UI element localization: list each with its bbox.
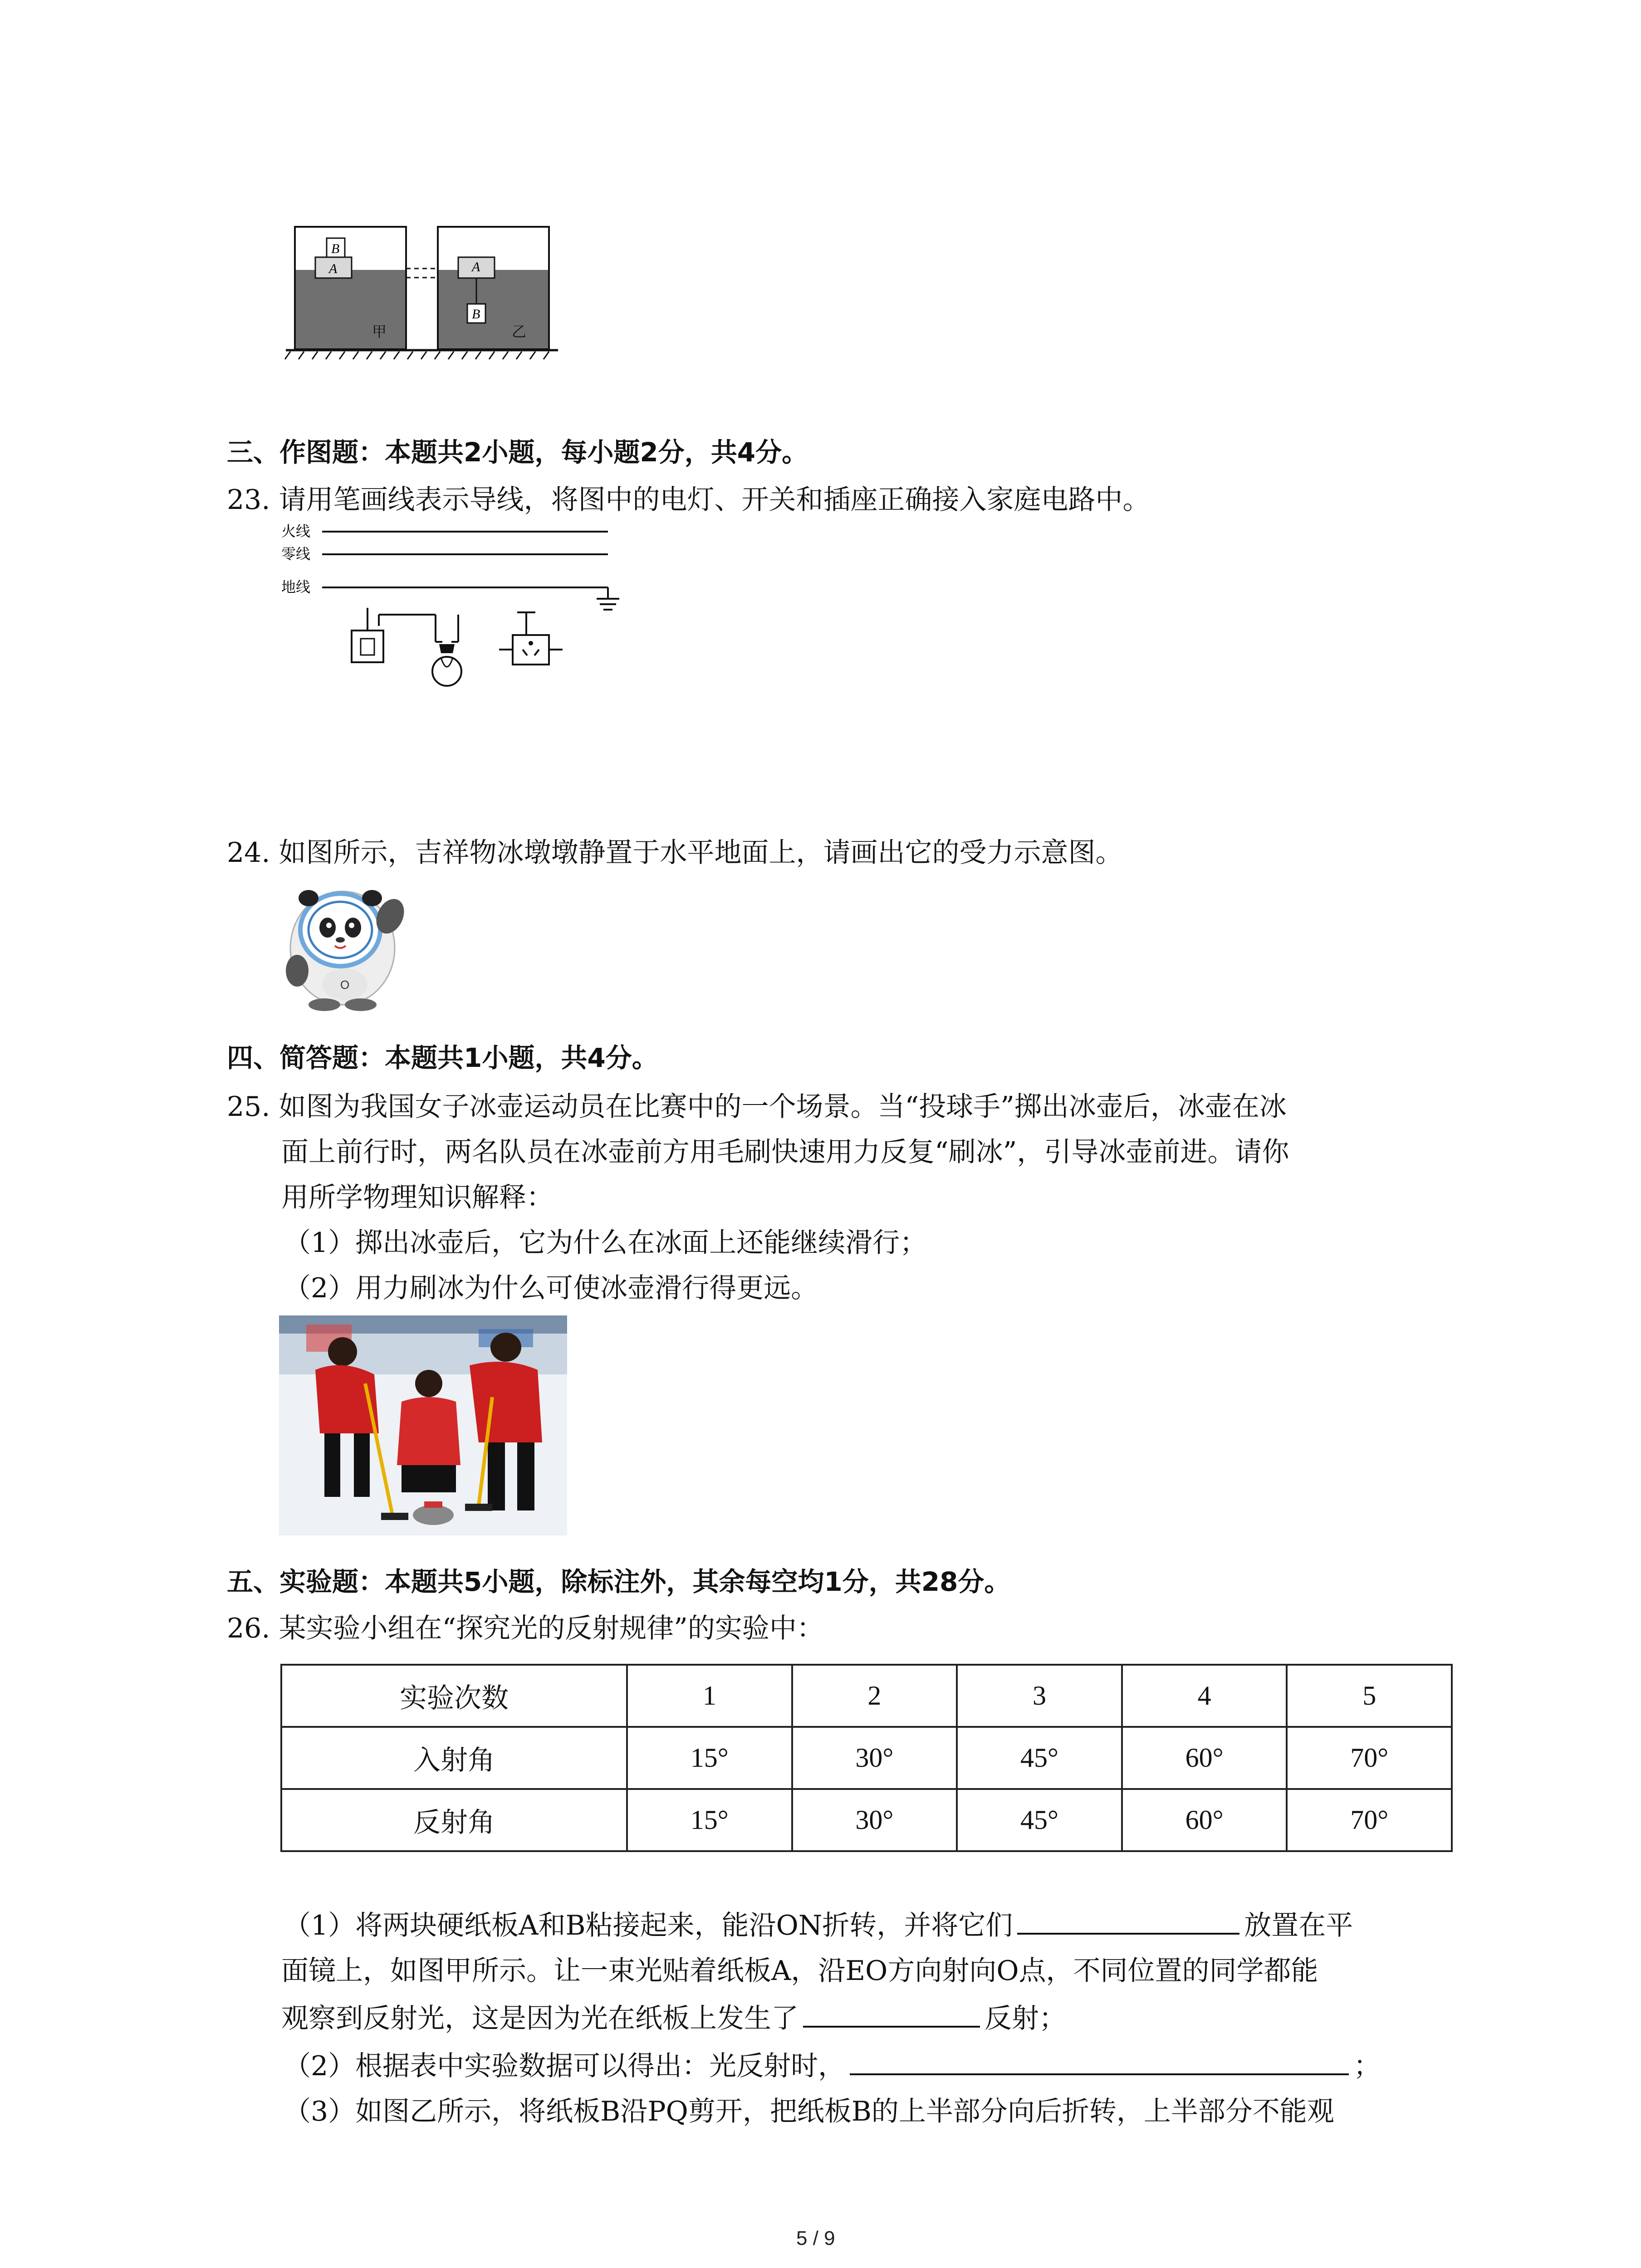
table-cell: 45° bbox=[957, 1727, 1122, 1789]
table-header-cell: 实验次数 bbox=[281, 1665, 627, 1727]
table-cell: 15° bbox=[627, 1727, 792, 1789]
question-24-text: 24. 如图所示，吉祥物冰墩墩静置于水平地面上，请画出它的受力示意图。 bbox=[227, 837, 1123, 869]
question-25-sub2: （2）用力刷冰为什么可使冰壶滑行得更远。 bbox=[284, 1272, 818, 1304]
part1-text-a: （1）将两块硬纸板A和B粘接起来，能沿ON折转，并将它们 bbox=[284, 1910, 1013, 1941]
fig22-containers bbox=[281, 218, 563, 367]
bulb-symbol bbox=[439, 644, 455, 653]
table-header-cell: 4 bbox=[1122, 1665, 1287, 1727]
table-header-cell: 1 bbox=[627, 1665, 792, 1727]
page-number: 5 / 9 bbox=[796, 2227, 835, 2249]
question-26-part1-line2: 面镜上，如图甲所示。让一束光贴着纸板A，沿EO方向射向O点，不同位置的同学都能 bbox=[281, 1955, 1318, 1987]
table-header-cell: 3 bbox=[957, 1665, 1122, 1727]
table-cell: 入射角 bbox=[281, 1727, 627, 1789]
part1-line3-text-b: 反射； bbox=[985, 2003, 1066, 2034]
part1-line3-text-a: 观察到反射光，这是因为光在纸板上发生了 bbox=[281, 2003, 798, 2034]
question-25-sub1: （1）掷出冰壶后，它为什么在冰面上还能继续滑行； bbox=[284, 1227, 927, 1259]
table-cell: 30° bbox=[792, 1727, 957, 1789]
svg-text:O: O bbox=[340, 978, 350, 992]
fire-wire-label: 火线 bbox=[281, 523, 311, 540]
part2-text-b: ； bbox=[1353, 2050, 1381, 2082]
part1-text-b: 放置在平 bbox=[1244, 1910, 1353, 1941]
table-cell: 反射角 bbox=[281, 1789, 627, 1851]
table-row bbox=[281, 1727, 1452, 1789]
table-cell: 60° bbox=[1122, 1789, 1287, 1851]
table-header-cell: 5 bbox=[1287, 1665, 1452, 1727]
question-25-line3: 用所学物理知识解释： bbox=[281, 1182, 554, 1213]
fig22-label-b-right: B bbox=[472, 307, 480, 322]
reflection-data-table bbox=[280, 1664, 1453, 1852]
question-25-line2: 面上前行时，两名队员在冰壶前方用毛刷快速用力反复“刷冰”，引导冰壶前进。请你 bbox=[281, 1136, 1289, 1168]
question-26-text: 26. 某实验小组在“探究光的反射规律”的实验中： bbox=[227, 1613, 824, 1644]
table-cell: 60° bbox=[1122, 1727, 1287, 1789]
socket-symbol bbox=[513, 635, 549, 665]
question-26-part1-line1 bbox=[284, 1903, 1353, 1948]
fig22-label-jia: 甲 bbox=[372, 323, 387, 340]
question-25-line1: 25. 如图为我国女子冰壶运动员在比赛中的一个场景。当“投球手”掷出冰壶后，冰壶在冰 bbox=[227, 1091, 1287, 1123]
answer-blank-3[interactable] bbox=[850, 2046, 1349, 2075]
fig22-label-b-left: B bbox=[331, 241, 340, 256]
table-cell: 30° bbox=[792, 1789, 957, 1851]
table-cell: 70° bbox=[1287, 1727, 1452, 1789]
part2-text-a: （2）根据表中实验数据可以得出：光反射时， bbox=[284, 2050, 846, 2082]
curling-photo bbox=[279, 1315, 567, 1535]
fig22-label-a-left: A bbox=[329, 261, 338, 276]
answer-blank-2[interactable] bbox=[803, 1999, 980, 2028]
table-row bbox=[281, 1789, 1452, 1851]
question-26-part1-line3 bbox=[281, 1996, 1066, 2041]
fig22-label-a-right: A bbox=[472, 259, 480, 274]
answer-blank-1[interactable] bbox=[1017, 1906, 1239, 1935]
section-title-drawing: 三、作图题：本题共2小题，每小题2分，共4分。 bbox=[227, 437, 808, 468]
table-cell: 70° bbox=[1287, 1789, 1452, 1851]
neutral-wire-label: 零线 bbox=[281, 545, 311, 562]
section-title-short-answer: 四、简答题：本题共1小题，共4分。 bbox=[227, 1042, 658, 1073]
ground-wire-label: 地线 bbox=[281, 578, 311, 596]
table-cell: 45° bbox=[957, 1789, 1122, 1851]
section-title-experiment: 五、实验题：本题共5小题，除标注外，其余每空均1分，共28分。 bbox=[227, 1566, 1011, 1597]
question-23-text: 23. 请用笔画线表示导线，将图中的电灯、开关和插座正确接入家庭电路中。 bbox=[227, 484, 1150, 516]
question-26-part3: （3）如图乙所示，将纸板B沿PQ剪开，把纸板B的上半部分向后折转，上半部分不能观 bbox=[284, 2096, 1334, 2127]
table-header-row bbox=[281, 1665, 1452, 1727]
table-cell: 15° bbox=[627, 1789, 792, 1851]
table-header-cell: 2 bbox=[792, 1665, 957, 1727]
fig22-label-yi: 乙 bbox=[512, 323, 527, 340]
fig23-household-circuit bbox=[272, 517, 635, 708]
question-26-part2 bbox=[284, 2043, 1381, 2089]
bing-dwen-dwen-mascot-image bbox=[277, 880, 417, 1012]
